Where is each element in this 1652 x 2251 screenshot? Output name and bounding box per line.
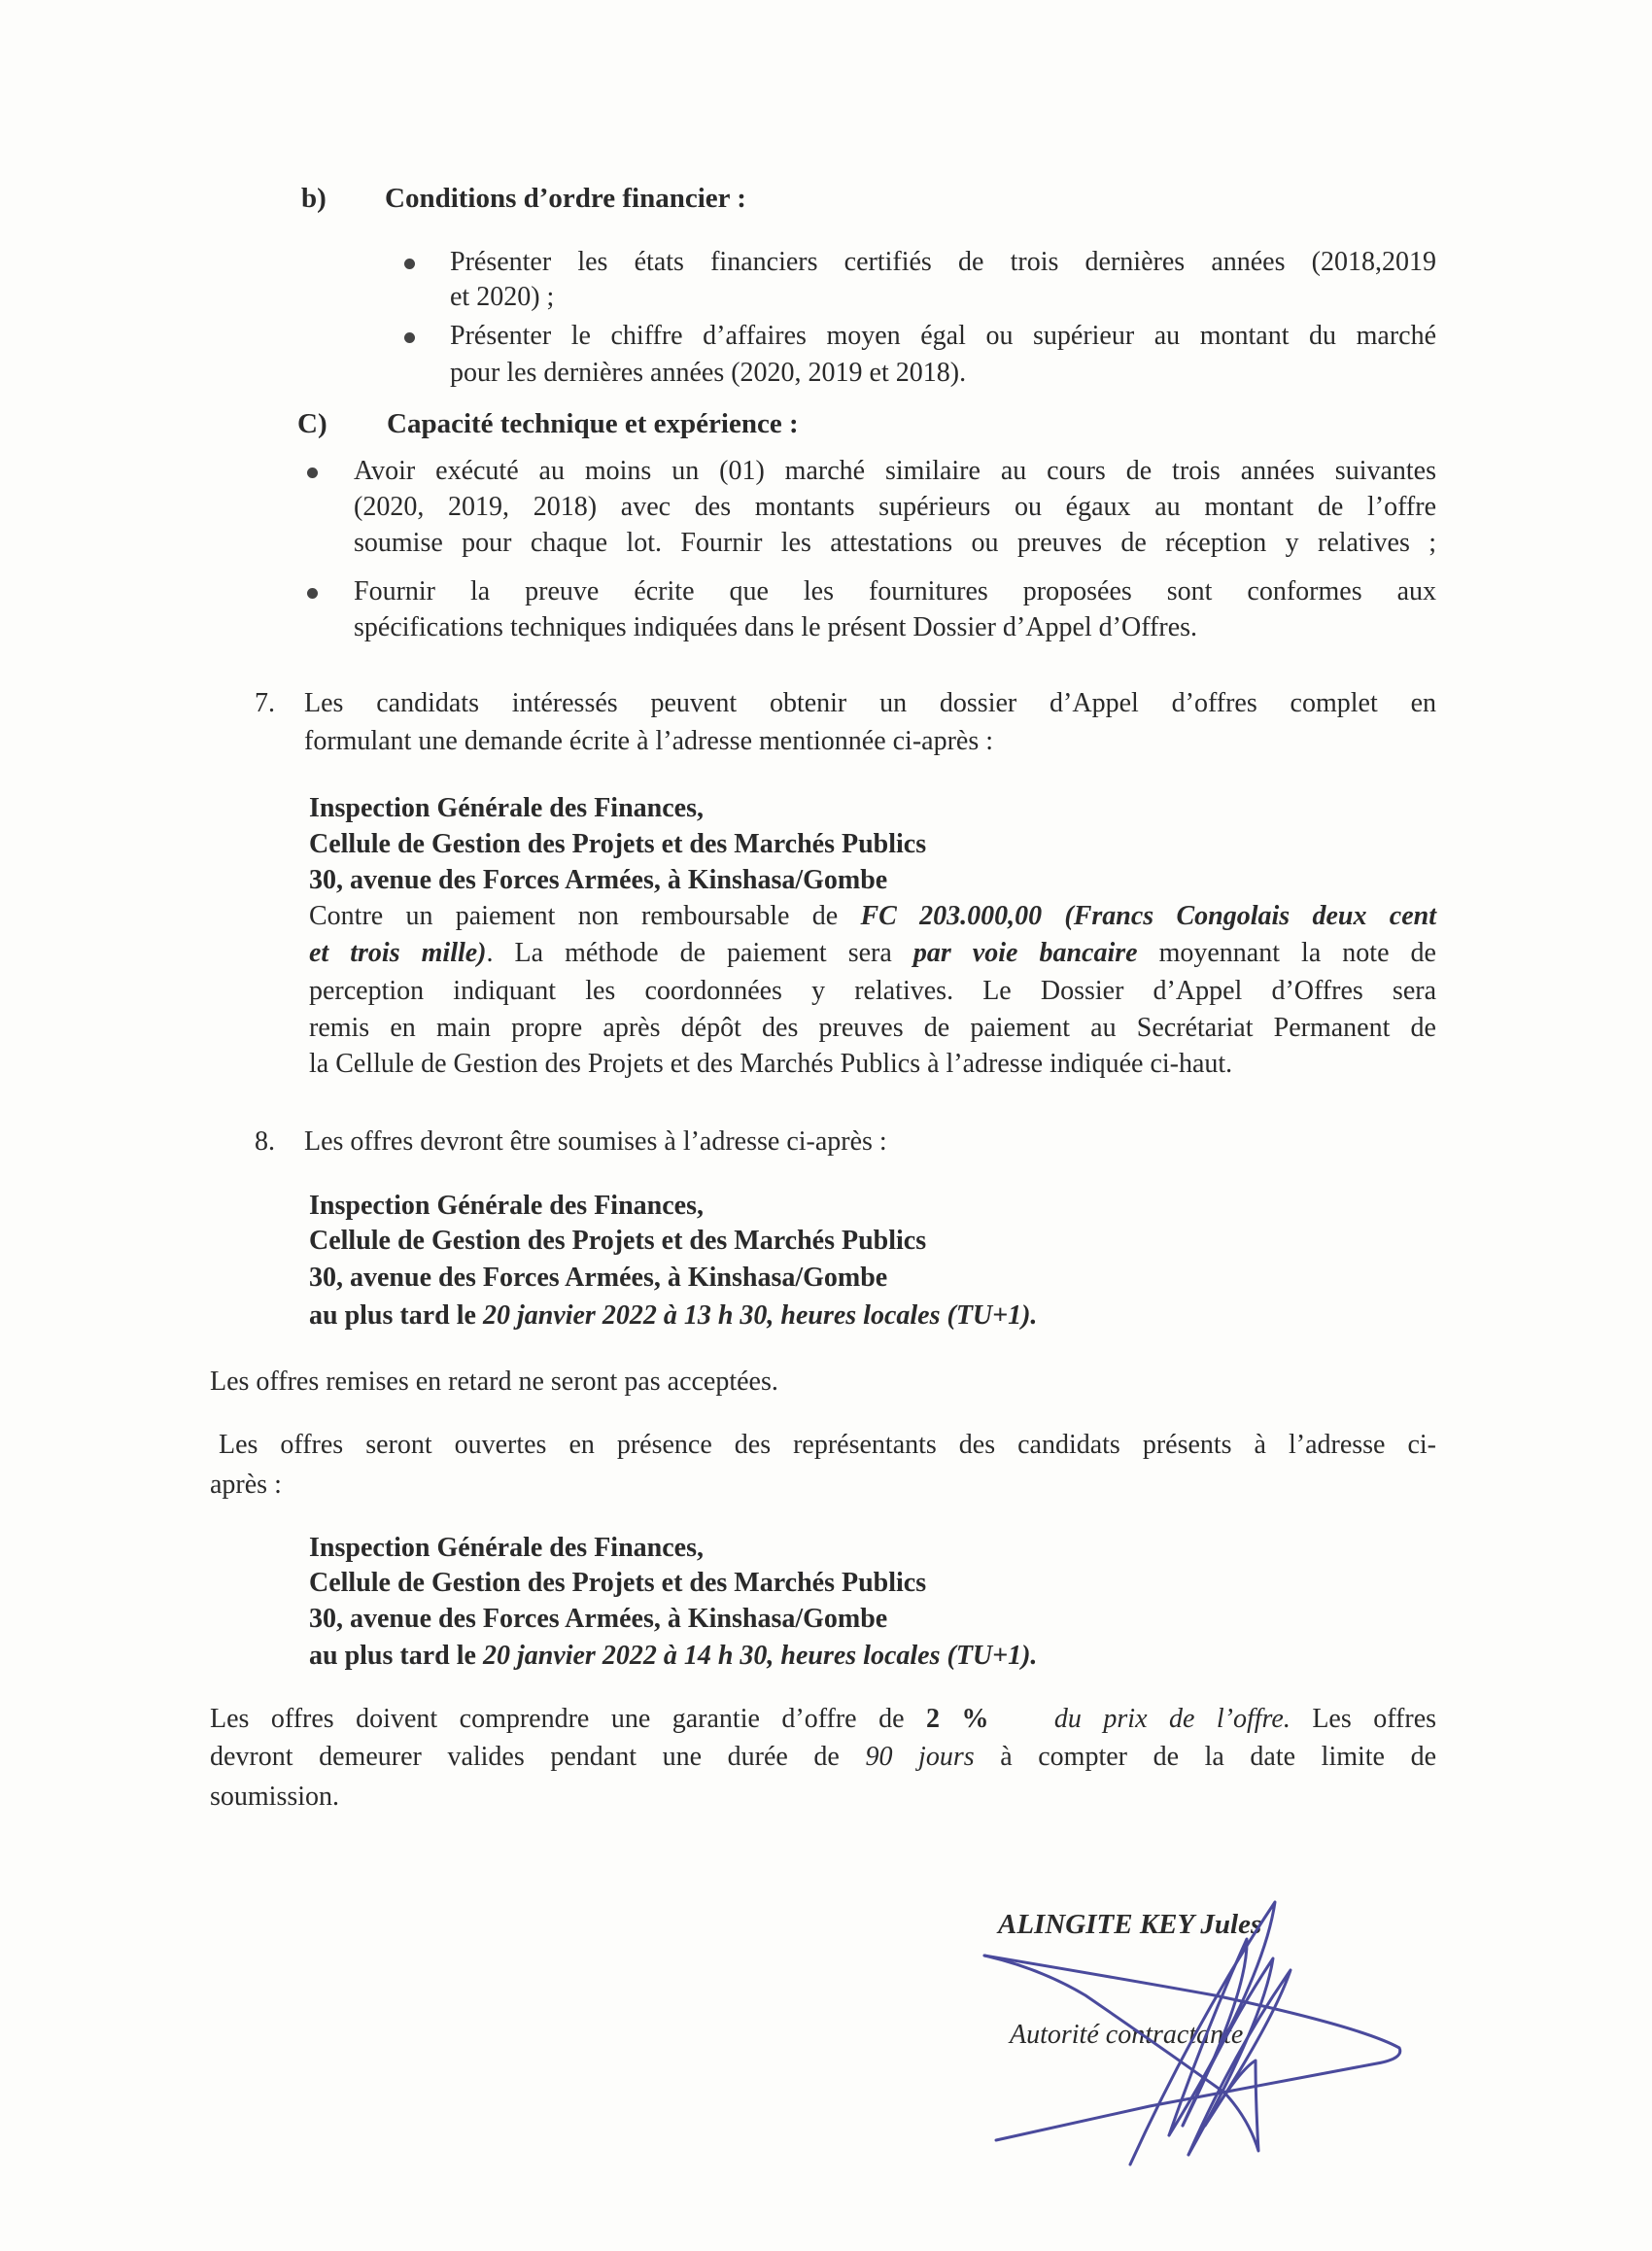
address-line: Cellule de Gestion des Projets et des Marchés Publics <box>309 1226 927 1256</box>
item-8-text: Les offres devront être soumises à l’adresse ci-après : <box>304 1126 887 1157</box>
payment-amount: et trois mille) <box>309 938 487 968</box>
item-7-number: 7. <box>255 688 275 718</box>
bullet-text: (2020, 2019, 2018) avec des montants supérieurs ou égaux au montant de l’offre <box>354 492 1436 522</box>
deadline-prefix: au plus tard le <box>309 1641 483 1671</box>
item-7-text: Les candidats intéressés peuvent obtenir un dossier d’Appel d’offres complet en <box>304 688 1436 718</box>
signatory-role: Autorité contractante <box>1010 2020 1244 2050</box>
guarantee-part: à compter de la date limite de <box>974 1742 1437 1772</box>
payment-text: la Cellule de Gestion des Projets et des Marchés Publics à l’adresse indiquée ci-haut. <box>309 1049 1233 1079</box>
bullet-text: Présenter les états financiers certifiés de trois dernières années (2018,2019 <box>450 247 1436 277</box>
address-line: 30, avenue des Forces Armées, à Kinshasa/Gombe <box>309 1604 888 1634</box>
validity-period: 90 jours <box>865 1742 975 1772</box>
item-8-number: 8. <box>255 1126 275 1157</box>
address-line: Inspection Générale des Finances, <box>309 793 704 823</box>
section-b-label: b) <box>301 183 327 214</box>
guarantee-part: du prix de l’offre. <box>988 1704 1291 1734</box>
bullet-text: Avoir exécuté au moins un (01) marché similaire au cours de trois années suivantes <box>354 456 1436 486</box>
payment-text: perception indiquant les coordonnées y relatives. Le Dossier d’Appel d’Offres sera <box>309 976 1436 1006</box>
late-notice: Les offres remises en retard ne seront pas acceptées. <box>210 1367 778 1397</box>
payment-amount: FC 203.000,00 (Francs Congolais deux cent <box>860 901 1436 931</box>
opening-text: Les offres seront ouvertes en présence des représentants des candidats présents à l’adresse ci- <box>219 1430 1436 1460</box>
payment-text-part: moyennant la note de <box>1137 938 1436 968</box>
guarantee-part: Les offres doivent comprendre une garantie d’offre de <box>210 1704 926 1734</box>
guarantee-percent: 2 % <box>926 1704 989 1734</box>
payment-text-part: Contre un paiement non remboursable de <box>309 901 861 931</box>
bullet-text: Présenter le chiffre d’affaires moyen égal ou supérieur au montant du marché <box>450 321 1436 351</box>
address-line: Inspection Générale des Finances, <box>309 1533 704 1563</box>
bullet-text: spécifications techniques indiquées dans le présent Dossier d’Appel d’Offres. <box>354 612 1198 642</box>
opening-text: après : <box>210 1470 282 1500</box>
guarantee-text: soumission. <box>210 1782 340 1812</box>
section-b-title: Conditions d’ordre financier : <box>385 183 746 214</box>
guarantee-part: Les offres <box>1290 1704 1437 1734</box>
address-line: Cellule de Gestion des Projets et des Marchés Publics <box>309 1568 927 1598</box>
payment-method: par voie bancaire <box>912 938 1138 968</box>
payment-text-part: . La méthode de paiement sera <box>486 938 913 968</box>
bullet-text: Fournir la preuve écrite que les fournitures proposées sont conformes aux <box>354 576 1436 606</box>
deadline-date: 20 janvier 2022 à 14 h 30, heures locales (TU+1). <box>482 1641 1038 1671</box>
deadline-prefix: au plus tard le <box>309 1300 483 1331</box>
bullet-text: et 2020) ; <box>450 282 555 312</box>
deadline-date: 20 janvier 2022 à 13 h 30, heures locales (TU+1). <box>482 1300 1038 1331</box>
section-c-label: C) <box>297 408 327 439</box>
item-7-text: formulant une demande écrite à l’adresse mentionnée ci-après : <box>304 726 994 756</box>
address-line: Inspection Générale des Finances, <box>309 1191 704 1221</box>
bullet-text: pour les dernières années (2020, 2019 et 2018). <box>450 358 967 388</box>
signatory-name: ALINGITE KEY Jules <box>998 1909 1262 1940</box>
address-line: 30, avenue des Forces Armées, à Kinshasa/Gombe <box>309 1263 888 1293</box>
address-line: 30, avenue des Forces Armées, à Kinshasa/Gombe <box>309 865 888 895</box>
guarantee-part: devront demeurer valides pendant une durée de <box>210 1742 866 1772</box>
section-c-title: Capacité technique et expérience : <box>387 408 799 439</box>
address-line: Cellule de Gestion des Projets et des Marchés Publics <box>309 829 927 859</box>
payment-text: remis en main propre après dépôt des preuves de paiement au Secrétariat Permanent de <box>309 1013 1436 1043</box>
bullet-text: soumise pour chaque lot. Fournir les attestations ou preuves de réception y relatives ; <box>354 528 1436 558</box>
